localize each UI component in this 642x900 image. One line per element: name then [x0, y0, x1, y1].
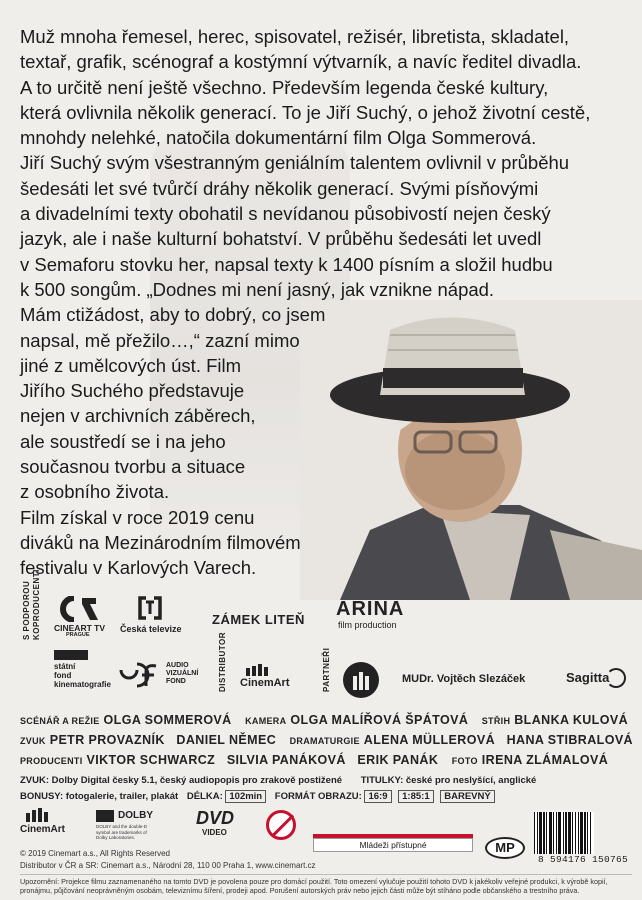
- credit-value: IRENA ZLÁMALOVÁ: [481, 753, 609, 767]
- sagitta-icon: [606, 668, 626, 688]
- audio-spec: ZVUK: Dolby Digital česky 5.1, český audiopopis pro zrakově postižené: [20, 775, 343, 786]
- credits-line: [20, 731, 633, 751]
- arina-logo: ARINA film production: [336, 598, 405, 630]
- synopsis-line: jiné z umělcových úst. Film: [20, 354, 242, 376]
- synopsis-line: mnohdy nelehké, natočila dokumentární film Olga Sommerová.: [20, 127, 537, 149]
- credit-value: OLGA MALÍŘOVÁ ŠPÁTOVÁ: [290, 713, 469, 727]
- color-value: BAREVNÝ: [440, 790, 494, 803]
- mudr-logo: MUDr. Vojtěch Slezáček: [402, 673, 526, 685]
- credit-value: ALENA MÜLLEROVÁ HANA STIBRALOVÁ: [363, 733, 633, 747]
- ceska-televize-icon: [136, 596, 164, 620]
- length-label: DÉLKA:: [186, 791, 223, 802]
- credit-label: STŘIH: [481, 716, 511, 726]
- cinemart-bottom-logo: CinemArt: [20, 808, 80, 842]
- synopsis-line: napsal, mě přežilo…,“ zazní mimo: [20, 329, 300, 351]
- synopsis-line: textař, grafik, scénograf a kostýmní výtvarník, a navíc ředitel divadla.: [20, 51, 582, 73]
- dvd-video-logo: DVD VIDEO: [196, 808, 235, 837]
- credits-line: [20, 711, 630, 731]
- coproducers-label: KOPRODUCENTI: [32, 569, 41, 640]
- statni-fond-logo: státní fond kinematografie: [50, 650, 110, 690]
- credit-value: BLANKA KULOVÁ: [514, 713, 629, 727]
- credits-line: [20, 751, 630, 771]
- avf-logo: AUDIO VIZUÁLNÍ FOND: [118, 660, 218, 694]
- synopsis-line: A to určitě není ještě všechno. Především legenda české kultury,: [20, 76, 549, 98]
- ratio-value: 1:85:1: [398, 790, 433, 803]
- support-label: S PODPOROU: [22, 580, 31, 640]
- synopsis-line: Jiří Suchý svým všestranným geniálním talentem ovlivnil v průběhu: [20, 152, 570, 174]
- ceska-televize-logo: Česká televize: [118, 596, 188, 638]
- synopsis-line: šedesáti let své tvůrčí dráhy několik generací. Svými písňovými: [20, 177, 539, 199]
- bonus-spec: BONUSY: fotogalerie, trailer, plakát: [20, 791, 179, 802]
- subtitles-spec: TITULKY: české pro neslyšící, anglické: [360, 775, 537, 786]
- credit-value: PETR PROVAZNÍK DANIEL NĚMEC: [49, 733, 277, 747]
- synopsis-line: Mám ctižádost, aby to dobrý, co jsem: [20, 304, 326, 326]
- synopsis-line: v Semaforu stovku her, napsal texty k 1400 písním a složil hudbu: [20, 253, 553, 275]
- synopsis-line: k 500 songům. „Dodnes mi není jasný, jak vznikne nápad.: [20, 278, 495, 300]
- synopsis-line: současnou tvorbu a situace: [20, 456, 246, 478]
- barcode-number: 8 594176 150765: [537, 854, 628, 865]
- credit-label: KAMERA: [245, 716, 287, 726]
- cinemart-icon: [246, 664, 282, 676]
- dolby-logo: DOLBY DOLBY and the double-D symbol are trademarks of Dolby Laboratories.: [96, 810, 153, 840]
- format-value: 16:9: [364, 790, 391, 803]
- synopsis-wide: [20, 24, 620, 302]
- dolby-icon: [96, 810, 114, 822]
- credit-value: OLGA SOMMEROVÁ: [103, 713, 232, 727]
- sagitta-logo: Sagitta: [566, 668, 628, 694]
- synopsis-line: z osobního života.: [20, 481, 170, 503]
- credit-value: VIKTOR SCHWARCZ SILVIA PANÁKOVÁ ERIK PANÁK: [86, 753, 439, 767]
- partner-emblem-icon: [343, 662, 379, 698]
- barcode-bar: [591, 812, 594, 854]
- cinemart-icon: [26, 808, 62, 822]
- synopsis-line: Film získal v roce 2019 cenu: [20, 506, 255, 528]
- synopsis-narrow: [20, 302, 326, 580]
- tech-line: [20, 773, 630, 789]
- copyright-line: © 2019 Cinemart a.s., All Rights Reserved: [20, 849, 170, 858]
- credit-label: SCÉNÁŘ A REŽIE: [20, 716, 100, 726]
- credit-label: PRODUCENTI: [20, 756, 83, 766]
- synopsis-line: jazyk, ale i naše kulturní bohatství. V průběhu šedesáti let uvedl: [20, 228, 542, 250]
- copyright: [20, 848, 316, 871]
- credit-label: ZVUK: [20, 736, 46, 746]
- legal-notice: Upozornění: Projekce filmu zaznamenaného na tomto DVD je povolena pouze pro domácí použití. Toto omezení vylučuje použití tohoto DVD k jakékoliv veřejné produkci, k výrobě kopií, pronájmu, půjčování neoprávněným osobám, televiznímu šíření, prodeji apod. Porušení autorských práv nebo jejich části může být stíháno podle občanského a trestního práva.: [20, 874, 632, 895]
- credits-block: [20, 711, 633, 771]
- distributor-label: DISTRIBUTOR: [218, 631, 227, 692]
- tech-specs: [20, 773, 630, 805]
- cineart-tv-icon: [60, 596, 100, 622]
- synopsis-line: festivalu v Karlových Varech.: [20, 557, 257, 579]
- mp-rating-badge: MP: [485, 837, 525, 859]
- cineart-tv-logo: CINEART TV PRAGUE: [50, 596, 110, 638]
- avf-icon: [118, 662, 162, 688]
- partners-label: PARTNEŘI: [322, 647, 331, 692]
- synopsis-line: a divadelními texty obohatil s nevídanou působivostí nejen český: [20, 203, 551, 225]
- synopsis-text: [20, 24, 620, 581]
- rating-label: Mládeži přístupné: [313, 838, 473, 852]
- length-value: 102min: [225, 790, 266, 803]
- credit-label: DRAMATURGIE: [289, 736, 360, 746]
- zamek-liten-logo: ZÁMEK LITEŇ: [212, 612, 305, 627]
- format-label: FORMÁT OBRAZU:: [274, 791, 362, 802]
- synopsis-line: nejen v archivních záběrech,: [20, 405, 256, 427]
- barcode: [534, 812, 632, 864]
- synopsis-line: Muž mnoha řemesel, herec, spisovatel, režisér, libretista, skladatel,: [20, 26, 570, 47]
- credit-label: FOTO: [451, 756, 478, 766]
- synopsis-line: Jiřího Suchého představuje: [20, 380, 245, 402]
- cinemart-logo: CinemArt: [240, 664, 300, 694]
- copyright-line: Distributor v ČR a SR: Cinemart a.s., Národní 28, 110 00 Praha 1, www.cinemart.cz: [20, 860, 316, 870]
- no-copy-icon: [266, 810, 296, 840]
- tech-line: [20, 789, 630, 805]
- synopsis-line: která ovlivnila několik generací. To je Jiří Suchý, o jehož životní cestě,: [20, 101, 591, 123]
- barcode-bars: [534, 812, 632, 854]
- synopsis-line: ale soustředí se i na jeho: [20, 430, 226, 452]
- synopsis-line: diváků na Mezinárodním filmovém: [20, 531, 301, 553]
